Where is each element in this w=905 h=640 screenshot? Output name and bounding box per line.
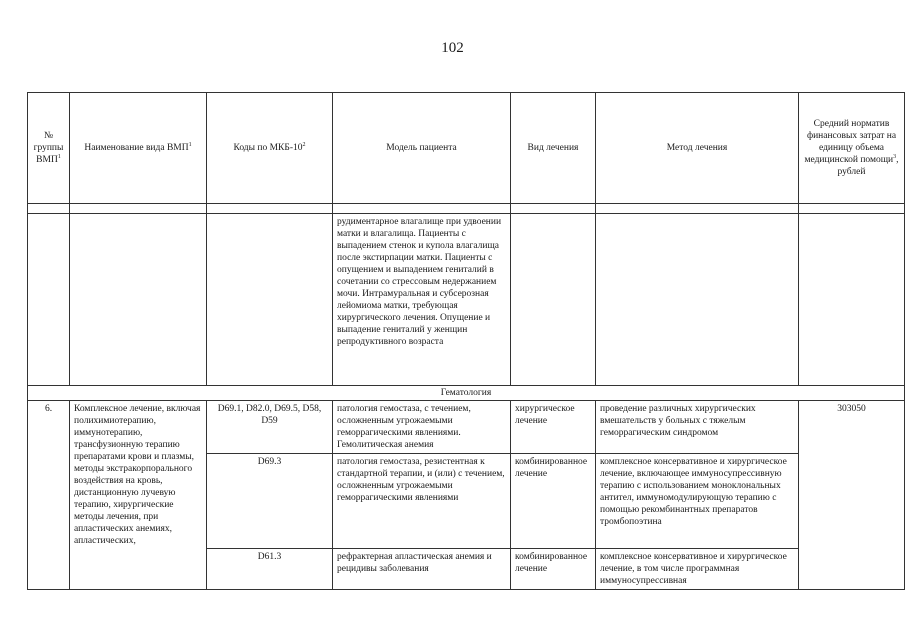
header-cost-norm: Средний норматив финансовых затрат на единицу объема медицинской помощи$^3$, рублей — [799, 93, 905, 204]
group-number: 6. — [28, 401, 70, 590]
treatment-type: комбинированное лечение — [511, 454, 596, 549]
vmp-table — [27, 92, 905, 590]
header-patient-model: Модель пациента — [333, 93, 511, 204]
treatment-type: комбинированное лечение — [511, 549, 596, 590]
page-number: 102 — [441, 40, 464, 56]
section-title: Гематология — [28, 386, 905, 401]
header-icd-codes: Коды по МКБ-$10^2$ — [207, 93, 333, 204]
header-group-number: № группы ВМП$^1$ — [28, 93, 70, 204]
continued-patient-model: рудиментарное влагалище при удвоении матки и влагалища. Пациенты с выпадением стенок и купола влагалища после экстирпации матки. Пациенты с опущением и выпадением гениталий в сочетании со стрессовым недержанием мочи. Интрамуральная и субсерозная лейомиома матки, требующая хирургического лечения. Опущение и выпадение гениталий у женщин репродуктивного возраста — [333, 214, 511, 386]
treatment-method: проведение различных хирургических вмешательств у больных с тяжелым геморрагическим синдромом — [596, 401, 799, 454]
icd-codes: D69.1, D82.0, D69.5, D58, D59 — [207, 401, 333, 454]
cost-norm: 303050 — [799, 401, 905, 590]
table-row — [28, 401, 905, 454]
group-name: Комплексное лечение, включая полихимиотерапию, иммунотерапию, трансфузионную терапию препаратами крови и плазмы, методы экстракорпорального воздействия на кровь, дистанционную лучевую терапию, хирургические методы лечения, при апластических анемиях, апластических, — [70, 401, 207, 590]
patient-model: рефрактерная апластическая анемия и рецидивы заболевания — [333, 549, 511, 590]
icd-codes: D61.3 — [207, 549, 333, 590]
continued-row — [28, 214, 905, 386]
header-row — [28, 93, 905, 204]
icd-codes: D69.3 — [207, 454, 333, 549]
header-vmp-name: Наименование вида ВМП$^1$ — [70, 93, 207, 204]
header-treatment-type: Вид лечения — [511, 93, 596, 204]
header-treatment-method: Метод лечения — [596, 93, 799, 204]
treatment-method: комплексное консервативное и хирургическое лечение, в том числе программная иммуносупрессивная — [596, 549, 799, 590]
treatment-method: комплексное консервативное и хирургическое лечение, включающее иммуносупрессивную терапию с использованием моноклональных антител, иммуномодулирующую терапию с помощью рекомбинантных препаратов тромбопоэтина — [596, 454, 799, 549]
patient-model: патология гемостаза, резистентная к стандартной терапии, и (или) с течением, осложненным угрожаемыми геморрагическими явлениями — [333, 454, 511, 549]
section-row — [28, 386, 905, 401]
treatment-type: хирургическое лечение — [511, 401, 596, 454]
patient-model: патология гемостаза, с течением, осложненным угрожаемыми геморрагическими явлениями. Гемолитическая анемия — [333, 401, 511, 454]
spacer-row — [28, 204, 905, 214]
